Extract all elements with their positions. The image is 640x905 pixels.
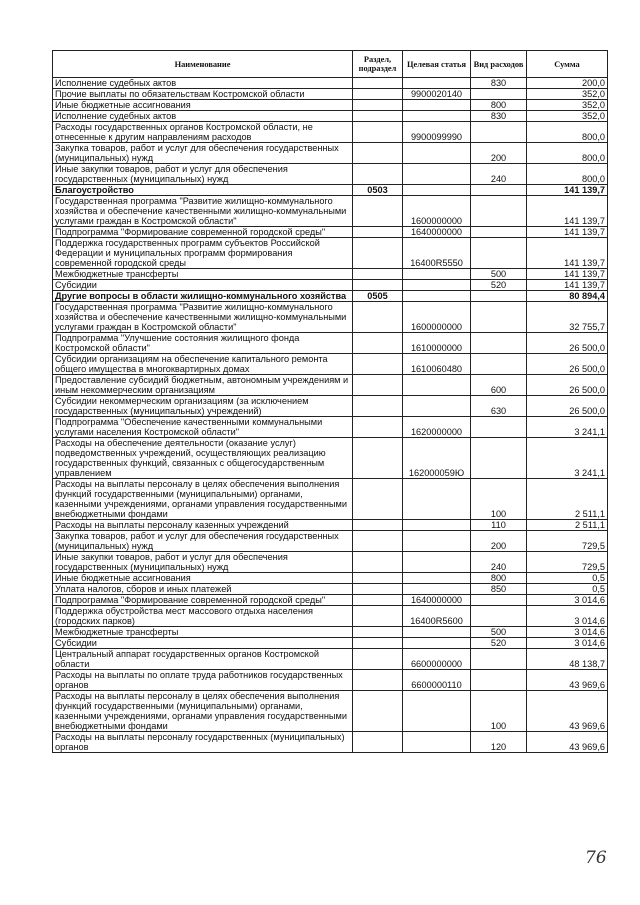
table-row [53,584,608,595]
table-row [53,111,608,122]
cell-section: 0505 [353,291,403,302]
cell-section [353,354,403,375]
table-row [53,227,608,238]
cell-article [403,732,471,753]
cell-article: 1620000000 [403,417,471,438]
cell-article: 9900099990 [403,122,471,143]
cell-kind: 830 [471,111,527,122]
table-row [53,595,608,606]
cell-sum: 200,0 [527,78,608,89]
table-row [53,627,608,638]
cell-sum: 26 500,0 [527,396,608,417]
cell-sum: 800,0 [527,164,608,185]
cell-article [403,100,471,111]
cell-sum: 800,0 [527,143,608,164]
table-row [53,122,608,143]
table-row [53,396,608,417]
cell-name: Исполнение судебных актов [53,111,353,122]
cell-kind: 200 [471,143,527,164]
cell-article [403,375,471,396]
cell-name: Прочие выплаты по обязательствам Костромской области [53,89,353,100]
cell-kind: 800 [471,573,527,584]
cell-sum: 3 241,1 [527,438,608,479]
cell-name: Субсидии некоммерческим организациям (за исключением государственных (муниципальных) учреждений) [53,396,353,417]
cell-section [353,164,403,185]
cell-name: Закупка товаров, работ и услуг для обеспечения государственных (муниципальных) нужд [53,531,353,552]
cell-kind: 630 [471,396,527,417]
cell-kind: 100 [471,479,527,520]
page-number: 76 [585,848,607,868]
table-row [53,573,608,584]
cell-section [353,649,403,670]
cell-article: 1600000000 [403,302,471,333]
cell-name: Расходы на выплаты персоналу государственных (муниципальных) органов [53,732,353,753]
cell-section [353,606,403,627]
cell-name: Предоставление субсидий бюджетным, автономным учреждениям и иным некоммерческим организациям [53,375,353,396]
cell-sum: 729,5 [527,531,608,552]
cell-name: Расходы на выплаты персоналу в целях обеспечения выполнения функций государственными (муниципальными) органами, казенными учреждениями, органами управления государственными внебюджетными фондами [53,479,353,520]
cell-sum: 141 139,7 [527,196,608,227]
cell-sum: 80 894,4 [527,291,608,302]
cell-section [353,691,403,732]
cell-kind: 500 [471,627,527,638]
cell-kind: 520 [471,638,527,649]
cell-article: 16400R5600 [403,606,471,627]
table-row [53,438,608,479]
cell-name: Субсидии [53,638,353,649]
cell-section [353,396,403,417]
cell-sum: 141 139,7 [527,238,608,269]
cell-name: Государственная программа "Развитие жилищно-коммунального хозяйства и обеспечение качественными жилищно-коммунальными услугами граждан в Костромской области" [53,302,353,333]
cell-name: Иные бюджетные ассигнования [53,100,353,111]
table-row [53,280,608,291]
cell-section [353,227,403,238]
table-row [53,196,608,227]
cell-kind: 850 [471,584,527,595]
cell-kind: 600 [471,375,527,396]
cell-kind: 500 [471,269,527,280]
cell-section [353,732,403,753]
cell-sum: 43 969,6 [527,670,608,691]
table-row [53,100,608,111]
cell-article [403,573,471,584]
cell-article: 1640000000 [403,227,471,238]
cell-article: 1610000000 [403,333,471,354]
cell-kind [471,670,527,691]
table-row [53,531,608,552]
cell-sum: 352,0 [527,89,608,100]
cell-kind [471,595,527,606]
cell-name: Закупка товаров, работ и услуг для обеспечения государственных (муниципальных) нужд [53,143,353,164]
cell-sum: 0,5 [527,573,608,584]
table-row [53,238,608,269]
cell-name: Подпрограмма "Формирование современной городской среды" [53,227,353,238]
cell-kind [471,89,527,100]
cell-name: Центральный аппарат государственных органов Костромской области [53,649,353,670]
cell-section: 0503 [353,185,403,196]
cell-name: Расходы государственных органов Костромской области, не отнесенные к другим направлениям расходов [53,122,353,143]
table-row [53,375,608,396]
table-row [53,291,608,302]
cell-kind: 520 [471,280,527,291]
cell-name: Поддержка обустройства мест массового отдыха населения (городских парков) [53,606,353,627]
cell-article [403,280,471,291]
cell-name: Подпрограмма "Улучшение состояния жилищного фонда Костромской области" [53,333,353,354]
cell-section [353,238,403,269]
cell-article [403,638,471,649]
table-row [53,302,608,333]
table-row [53,732,608,753]
cell-article [403,185,471,196]
cell-sum: 352,0 [527,100,608,111]
cell-sum: 141 139,7 [527,280,608,291]
cell-section [353,89,403,100]
cell-sum: 2 511,1 [527,520,608,531]
table-row [53,354,608,375]
cell-kind [471,333,527,354]
cell-name: Благоустройство [53,185,353,196]
cell-name: Иные бюджетные ассигнования [53,573,353,584]
cell-name: Иные закупки товаров, работ и услуг для обеспечения государственных (муниципальных) нужд [53,552,353,573]
cell-kind: 830 [471,78,527,89]
cell-article: 9900020140 [403,89,471,100]
cell-sum: 800,0 [527,122,608,143]
table-header-row [53,51,608,78]
cell-name: Поддержка государственных программ субъектов Российской Федерации и муниципальных программ формирования современной городской среды [53,238,353,269]
cell-name: Расходы на обеспечение деятельности (оказание услуг) подведомственных учреждений, осуществляющих реализацию государственных функций, связанных с общегосударственным управлением [53,438,353,479]
cell-article: 1600000000 [403,196,471,227]
cell-section [353,78,403,89]
cell-article [403,627,471,638]
cell-sum: 43 969,6 [527,691,608,732]
cell-name: Расходы на выплаты по оплате труда работников государственных органов [53,670,353,691]
cell-sum: 0,5 [527,584,608,595]
cell-sum: 352,0 [527,111,608,122]
cell-article [403,291,471,302]
cell-name: Субсидии организациям на обеспечение капитального ремонта общего имущества в многоквартирных домах [53,354,353,375]
cell-kind: 240 [471,164,527,185]
cell-article: 1610060480 [403,354,471,375]
table-row [53,606,608,627]
cell-sum: 3 014,6 [527,638,608,649]
table-body [53,78,608,753]
cell-sum: 26 500,0 [527,354,608,375]
cell-sum: 141 139,7 [527,269,608,280]
cell-sum: 141 139,7 [527,227,608,238]
cell-sum: 729,5 [527,552,608,573]
cell-sum: 32 755,7 [527,302,608,333]
cell-sum: 48 138,7 [527,649,608,670]
cell-article: 1640000000 [403,595,471,606]
cell-sum: 3 014,6 [527,606,608,627]
cell-name: Расходы на выплаты персоналу в целях обеспечения выполнения функций государственными (муниципальными) органами, казенными учреждениями, органами управления государственными внебюджетными фондами [53,691,353,732]
cell-article: 6600000000 [403,649,471,670]
cell-section [353,111,403,122]
cell-kind: 110 [471,520,527,531]
table-row [53,638,608,649]
cell-kind [471,417,527,438]
cell-section [353,417,403,438]
cell-sum: 43 969,6 [527,732,608,753]
cell-section [353,520,403,531]
cell-article [403,584,471,595]
cell-sum: 3 241,1 [527,417,608,438]
cell-section [353,280,403,291]
cell-kind [471,354,527,375]
cell-kind [471,227,527,238]
cell-section [353,143,403,164]
cell-article: 16400R5550 [403,238,471,269]
cell-sum: 26 500,0 [527,375,608,396]
table-row [53,78,608,89]
header-article: Целевая статья [403,51,471,78]
table-row [53,417,608,438]
cell-sum: 141 139,7 [527,185,608,196]
cell-section [353,552,403,573]
cell-kind [471,649,527,670]
table-row [53,269,608,280]
cell-name: Межбюджетные трансферты [53,269,353,280]
cell-section [353,302,403,333]
cell-name: Другие вопросы в области жилищно-коммунального хозяйства [53,291,353,302]
cell-sum: 2 511,1 [527,479,608,520]
cell-kind: 800 [471,100,527,111]
table-row [53,89,608,100]
header-sum: Сумма [527,51,608,78]
cell-section [353,638,403,649]
cell-name: Расходы на выплаты персоналу казенных учреждений [53,520,353,531]
cell-section [353,196,403,227]
header-kind: Вид расходов [471,51,527,78]
cell-sum: 3 014,6 [527,627,608,638]
cell-kind [471,606,527,627]
cell-article [403,520,471,531]
cell-section [353,627,403,638]
cell-article [403,396,471,417]
cell-kind [471,438,527,479]
cell-article [403,691,471,732]
cell-kind [471,122,527,143]
cell-kind: 200 [471,531,527,552]
cell-section [353,269,403,280]
table-row [53,520,608,531]
table-row [53,143,608,164]
cell-section [353,584,403,595]
table-row [53,649,608,670]
cell-name: Межбюджетные трансферты [53,627,353,638]
cell-article [403,111,471,122]
cell-kind [471,302,527,333]
cell-name: Исполнение судебных актов [53,78,353,89]
cell-name: Подпрограмма "Формирование современной городской среды" [53,595,353,606]
table-row [53,479,608,520]
cell-article: 6600000110 [403,670,471,691]
cell-section [353,122,403,143]
cell-article [403,531,471,552]
cell-section [353,100,403,111]
cell-sum: 3 014,6 [527,595,608,606]
cell-name: Иные закупки товаров, работ и услуг для обеспечения государственных (муниципальных) нужд [53,164,353,185]
header-name: Наименование [53,51,353,78]
cell-sum: 26 500,0 [527,333,608,354]
cell-article [403,78,471,89]
cell-article: 162000059Ю [403,438,471,479]
cell-article [403,479,471,520]
cell-kind [471,291,527,302]
cell-article [403,164,471,185]
cell-section [353,573,403,584]
cell-kind: 120 [471,732,527,753]
cell-section [353,375,403,396]
table-row [53,333,608,354]
cell-kind [471,185,527,196]
table-row [53,691,608,732]
cell-article [403,269,471,280]
cell-section [353,595,403,606]
cell-name: Государственная программа "Развитие жилищно-коммунального хозяйства и обеспечение качественными жилищно-коммунальными услугами граждан в Костромской области" [53,196,353,227]
cell-section [353,670,403,691]
cell-section [353,438,403,479]
header-section: Раздел, подраздел [353,51,403,78]
cell-kind [471,196,527,227]
table-row [53,185,608,196]
table-row [53,552,608,573]
cell-name: Уплата налогов, сборов и иных платежей [53,584,353,595]
cell-kind: 240 [471,552,527,573]
cell-name: Подпрограмма "Обеспечение качественными коммунальными услугами населения Костромской области" [53,417,353,438]
cell-article [403,552,471,573]
cell-section [353,531,403,552]
cell-section [353,479,403,520]
table-row [53,164,608,185]
cell-article [403,143,471,164]
cell-section [353,333,403,354]
cell-kind [471,238,527,269]
cell-kind: 100 [471,691,527,732]
cell-name: Субсидии [53,280,353,291]
table-row [53,670,608,691]
budget-table [52,50,608,753]
